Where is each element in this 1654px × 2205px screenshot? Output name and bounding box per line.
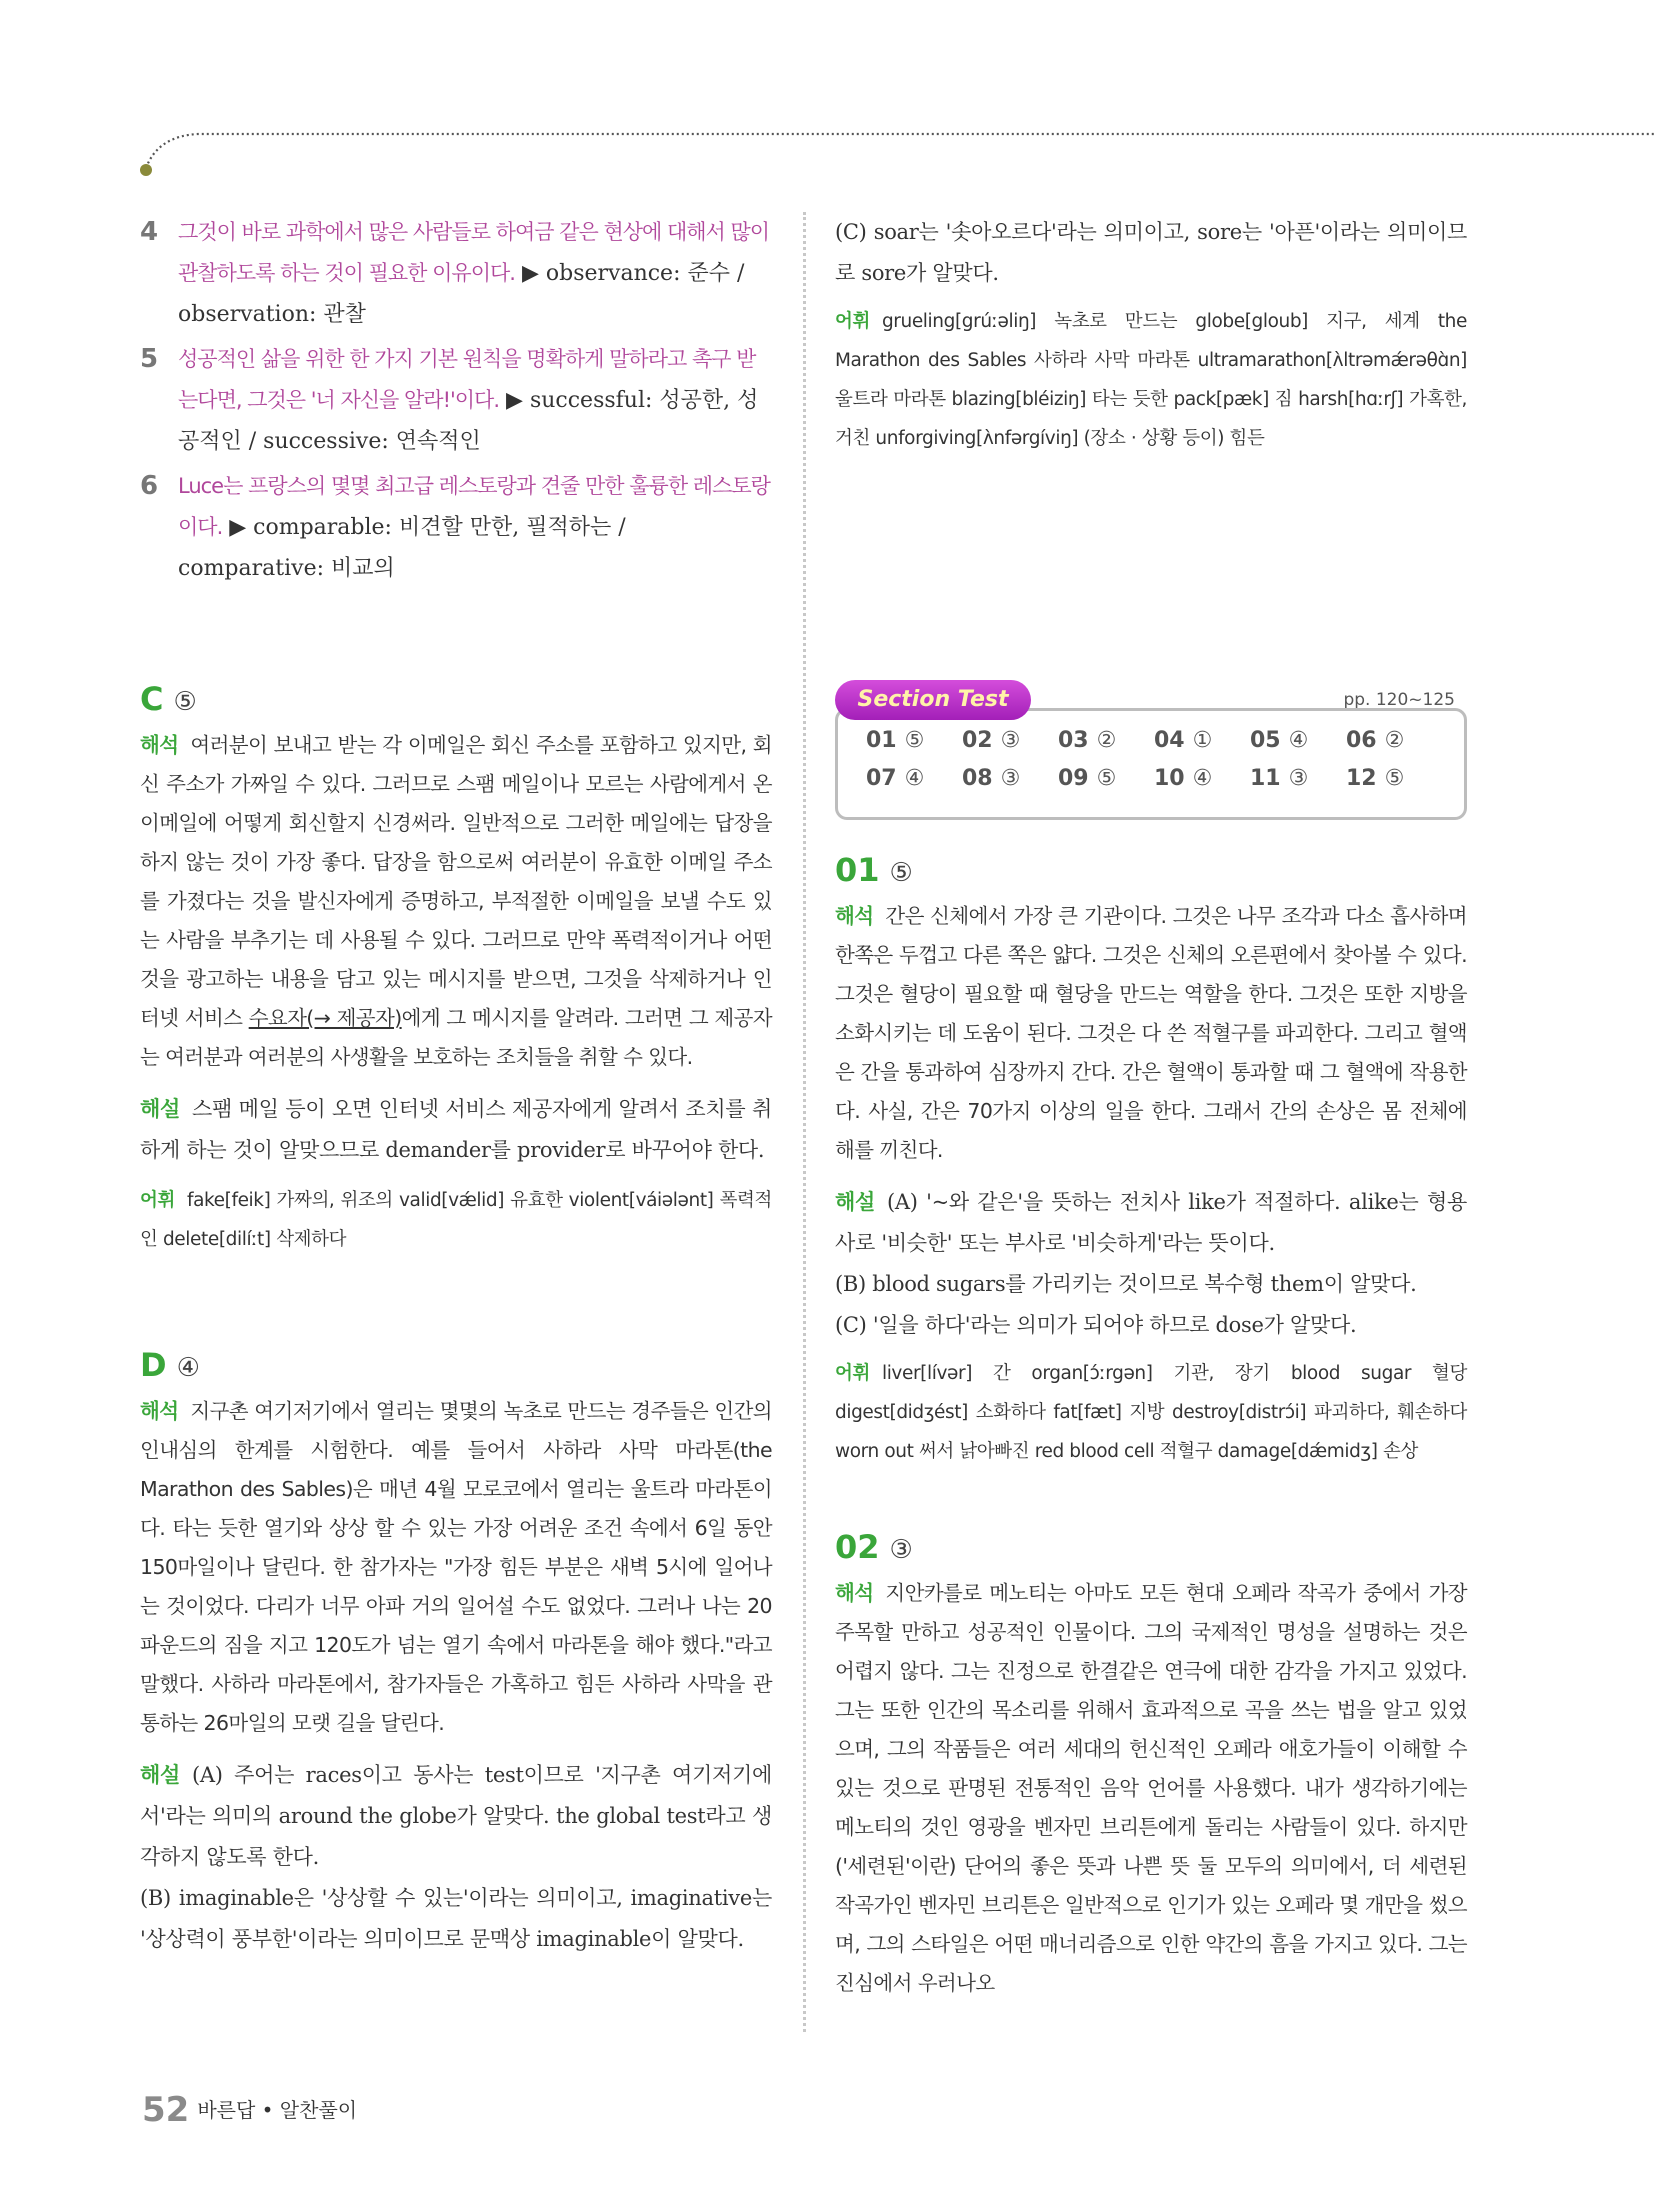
item-number: 4 — [140, 217, 159, 247]
answer-key-number: 09 — [1058, 766, 1089, 791]
answer-key-item — [866, 763, 962, 795]
section-test — [835, 680, 1467, 828]
explanation-paragraph-b: (B) imaginable은 '상상할 수 있는'이라는 의미이고, imaginative는 '상상력이 풍부한'이라는 의미이므로 문맥상 imaginable이 알맞다. — [140, 1886, 772, 1951]
section-answer: ⑤ — [173, 687, 197, 717]
vocabulary-paragraph: 어휘 fake[feik] 가짜의, 위조의 valid[vǽlid] 유효한 violent[váiələnt] 폭력적인 delete[dilíːt] 삭제하다 — [140, 1190, 772, 1250]
answer-key-choice: ① — [1192, 728, 1213, 753]
answer-key-item — [1154, 725, 1250, 757]
answer-key-choice: ② — [1096, 728, 1117, 753]
answer-key-choice: ⑤ — [904, 728, 925, 753]
explanation-paragraph-c: (C) '일을 하다'라는 의미가 되어야 하므로 dose가 알맞다. — [835, 1313, 1357, 1337]
section-heading — [140, 679, 772, 722]
answer-key-number: 01 — [866, 728, 897, 753]
translation-paragraph: 해석 여러분이 보내고 받는 각 이메일은 회신 주소를 포함하고 있지만, 회신 주소가 가짜일 수 있다. 그러므로 스팸 메일이나 모르는 사람에게서 온 이메일에 어떻게 회신할지 신경써라. 일반적으로 그러한 메일에는 답장을 하지 않는 것이 가장 좋다. 답장을 함으로써 여러분이 유효한 이메일 주소를 가졌다는 것을 발신자에게 증명하고, 부적절한 이메일을 보낼 수도 있는 사람을 부추기는 데 사용될 수 있다. 그러므로 만약 폭력적이거나 어떤 것을 광고하는 내용을 담고 있는 메시지를 받으면, 그것을 삭제하거나 인터넷 서비스 수요자(→ 제공자)에게 그 메시지를 알려라. 그러면 그 제공자는 여러분과 여러분의 사생활을 보호하는 조치들을 취할 수 있다. — [140, 733, 772, 1069]
explanation-paragraph-b: (B) blood sugars를 가리키는 것이므로 복수형 them이 알맞다. — [835, 1272, 1417, 1296]
vocabulary-tag: 어휘 — [835, 1363, 870, 1384]
section-test-pages: pp. 120~125 — [1343, 690, 1455, 710]
translation-tag: 해석 — [835, 904, 874, 928]
section-test-badge: Section Test — [835, 680, 1031, 720]
answer-key-item — [1154, 763, 1250, 795]
translation-tag: 해석 — [140, 733, 179, 757]
item-translation: 그것이 바로 과학에서 많은 사람들로 하여금 같은 현상에 대해서 많이 관찰하도록 하는 것이 필요한 이유이다. — [178, 220, 770, 285]
translation-paragraph: 해석 간은 신체에서 가장 큰 기관이다. 그것은 나무 조각과 다소 흡사하며 한쪽은 두껍고 다른 쪽은 얇다. 그것은 신체의 오른편에서 찾아볼 수 있다. 그것은 혈당이 필요할 때 혈당을 만드는 역할을 한다. 그것은 또한 지방을 소화시키는 데 도움이 된다. 그것은 다 쓴 적혈구를 파괴한다. 그리고 혈액은 간을 통과하여 심장까지 간다. 간은 혈액이 통과할 때 그 혈액에 작용한다. 사실, 간은 70가지 이상의 일을 한다. 그래서 간의 손상은 몸 전체에 해를 끼친다. — [835, 904, 1467, 1162]
item-note: ▶ comparable: 비견할 만한, 필적하는 / comparative: 비교의 — [178, 515, 626, 581]
answer-key-item — [1346, 725, 1442, 757]
item-note: ▶ successful: 성공한, 성공적인 / successive: 연속적인 — [178, 388, 759, 454]
question-heading — [835, 850, 1467, 893]
answer-key-number: 04 — [1154, 728, 1185, 753]
explanation-paragraph: 해설 (A) '~와 같은'을 뜻하는 전치사 like가 적절하다. alike는 형용사로 '비슷한' 또는 부사로 '비슷하게'라는 뜻이다. — [835, 1190, 1467, 1255]
answer-key-choice: ③ — [1288, 766, 1309, 791]
answer-key-number: 06 — [1346, 728, 1377, 753]
left-column — [140, 212, 772, 1960]
translation-paragraph: 해석 지구촌 여기저기에서 열리는 몇몇의 녹초로 만드는 경주들은 인간의 인내심의 한계를 시험한다. 예를 들어서 사하라 사막 마라톤(the Marathon des Sables)은 매년 4월 모로코에서 열리는 울트라 마라톤이다. 타는 듯한 열기와 상상 할 수 있는 가장 어려운 조건 속에서 6일 동안 150마일이나 달린다. 한 참가자는 "가장 힘든 부분은 새벽 5시에 일어나는 것이었다. 다리가 너무 아파 거의 일어설 수도 없었다. 그러나 나는 20파운드의 짐을 지고 120도가 넘는 열기 속에서 마라톤을 해야 했다."라고 말했다. 사하라 마라톤에서, 참가자들은 가혹하고 힘든 사하라 사막을 관통하는 26마일의 모랫 길을 달린다. — [140, 1399, 772, 1735]
explanation-tag: 해설 — [140, 1763, 180, 1787]
header-dotted-line — [138, 128, 1654, 178]
answer-key-number: 02 — [962, 728, 993, 753]
answer-item-4 — [140, 212, 772, 335]
answer-key-item — [962, 725, 1058, 757]
answer-key-item — [1058, 763, 1154, 795]
answer-key-item — [1250, 763, 1346, 795]
explanation-paragraph: 해설 (A) 주어는 races이고 동사는 test이므로 '지구촌 여기저기에서'라는 의미의 around the globe가 알맞다. the global test라고 생각하지 않도록 한다. — [140, 1763, 772, 1869]
vocabulary-tag: 어휘 — [140, 1190, 175, 1211]
section-c — [140, 679, 772, 1259]
answer-key-number: 11 — [1250, 766, 1281, 791]
answer-key-item — [962, 763, 1058, 795]
answer-key-choice: ③ — [1000, 728, 1021, 753]
question-number: 01 — [835, 851, 880, 889]
answer-key-item — [866, 725, 962, 757]
footer-title: 바른답 • 알찬풀이 — [197, 2098, 358, 2122]
section-d — [140, 1345, 772, 1960]
question-01 — [835, 850, 1467, 1471]
translation-tag: 해석 — [140, 1399, 179, 1423]
answer-key-number: 10 — [1154, 766, 1185, 791]
page-number: 52 — [142, 2090, 190, 2130]
column-divider — [803, 212, 806, 2032]
question-number: 02 — [835, 1528, 880, 1566]
question-answer: ③ — [889, 1535, 913, 1565]
section-letter: D — [140, 1346, 167, 1384]
answer-key-choice: ④ — [1192, 766, 1213, 791]
answer-key-item — [1346, 763, 1442, 795]
section-answer: ④ — [176, 1353, 200, 1383]
explanation-paragraph: 해설 스팸 메일 등이 오면 인터넷 서비스 제공자에게 알려서 조치를 취하게 하는 것이 알맞으므로 demander를 provider로 바꾸어야 한다. — [140, 1097, 772, 1162]
translation-tag: 해석 — [835, 1581, 874, 1605]
answer-item-6 — [140, 466, 772, 589]
answer-key-choice: ④ — [1288, 728, 1309, 753]
explanation-tag: 해설 — [835, 1190, 875, 1214]
answer-key-grid — [866, 725, 1442, 795]
answer-key-item — [1058, 725, 1154, 757]
section-heading — [140, 1345, 772, 1388]
answer-key-choice: ④ — [904, 766, 925, 791]
answer-key-choice: ③ — [1000, 766, 1021, 791]
item-number: 6 — [140, 471, 159, 501]
vocabulary-tag: 어휘 — [835, 311, 870, 332]
answer-key-number: 12 — [1346, 766, 1377, 791]
section-letter: C — [140, 680, 164, 718]
vocabulary-paragraph: 어휘 liver[lívər] 간 organ[ɔ́ːrgən] 기관, 장기 blood sugar 혈당 digest[didʒést] 소화하다 fat[fæt] 지방 destroy[distrɔ́i] 파괴하다, 훼손하다 worn out 써서 낡아빠진 red blood cell 적혈구 damage[dǽmidʒ] 손상 — [835, 1363, 1467, 1462]
question-02 — [835, 1527, 1467, 2003]
answer-key-number: 05 — [1250, 728, 1281, 753]
page-footer — [142, 2090, 357, 2130]
corrected-phrase: 수요자(→ 제공자) — [248, 1006, 402, 1030]
answer-key-box — [835, 708, 1467, 820]
answer-item-5 — [140, 339, 772, 462]
question-answer: ⑤ — [889, 858, 913, 888]
item-note: ▶ observance: 준수 / observation: 관찰 — [178, 261, 745, 327]
right-column — [835, 212, 1467, 2003]
answer-key-number: 07 — [866, 766, 897, 791]
translation-paragraph: 해석 지안카를로 메노티는 아마도 모든 현대 오페라 작곡가 중에서 가장 주목할 만하고 성공적인 인물이다. 그의 국제적인 명성을 설명하는 것은 어렵지 않다. 그는 진정으로 한결같은 연극에 대한 감각을 가지고 있었다. 그는 또한 인간의 목소리를 위해서 효과적으로 곡을 쓰는 법을 알고 있었으며, 그의 작품들은 여러 세대의 헌신적인 오페라 애호가들이 이해할 수 있는 것으로 판명된 전통적인 음악 언어를 사용했다. 내가 생각하기에는 메노티의 것인 영광을 벤자민 브리튼에게 돌리는 사람들이 있다. 하지만 ('세련된'이란) 단어의 좋은 뜻과 나쁜 뜻 둘 모두의 의미에서, 더 세련된 작곡가인 벤자민 브리튼은 일반적으로 인기가 있는 오페라 몇 개만을 썼으며, 그의 스타일은 어떤 매너리즘으로 인한 약간의 흠을 가지고 있다. 그는 진심에서 우러나오 — [835, 1581, 1467, 1995]
answer-key-number: 08 — [962, 766, 993, 791]
vocabulary-paragraph: 어휘 grueling[grúːəliŋ] 녹초로 만드는 globe[gloub] 지구, 세계 the Marathon des Sables 사하라 사막 마라톤 ultramarathon[ʌ̀ltrəmǽrəθɑ̀n] 울트라 마라톤 blazing[bléiziŋ] 타는 듯한 pack[pæk] 짐 harsh[hɑːrʃ] 가혹한, 거친 unforgiving[ʌ̀nfərgíviŋ] (장소 · 상황 등이) 힘든 — [835, 311, 1467, 449]
item-number: 5 — [140, 344, 159, 374]
answer-key-item — [1250, 725, 1346, 757]
answer-key-choice: ⑤ — [1096, 766, 1117, 791]
item-translation: Luce는 프랑스의 몇몇 최고급 레스토랑과 견줄 만한 훌륭한 레스토랑이다. — [178, 474, 770, 539]
answer-key-number: 03 — [1058, 728, 1089, 753]
explanation-tag: 해설 — [140, 1097, 180, 1121]
answer-key-choice: ⑤ — [1384, 766, 1405, 791]
answer-key-choice: ② — [1384, 728, 1405, 753]
explanation-paragraph-c: (C) soar는 '솟아오르다'라는 의미이고, sore는 '아픈'이라는 의미이므로 sore가 알맞다. — [835, 220, 1467, 285]
item-translation: 성공적인 삶을 위한 한 가지 기본 원칙을 명확하게 말하라고 촉구 받는다면, 그것은 '너 자신을 알라!'이다. — [178, 347, 756, 412]
question-heading — [835, 1527, 1467, 1570]
